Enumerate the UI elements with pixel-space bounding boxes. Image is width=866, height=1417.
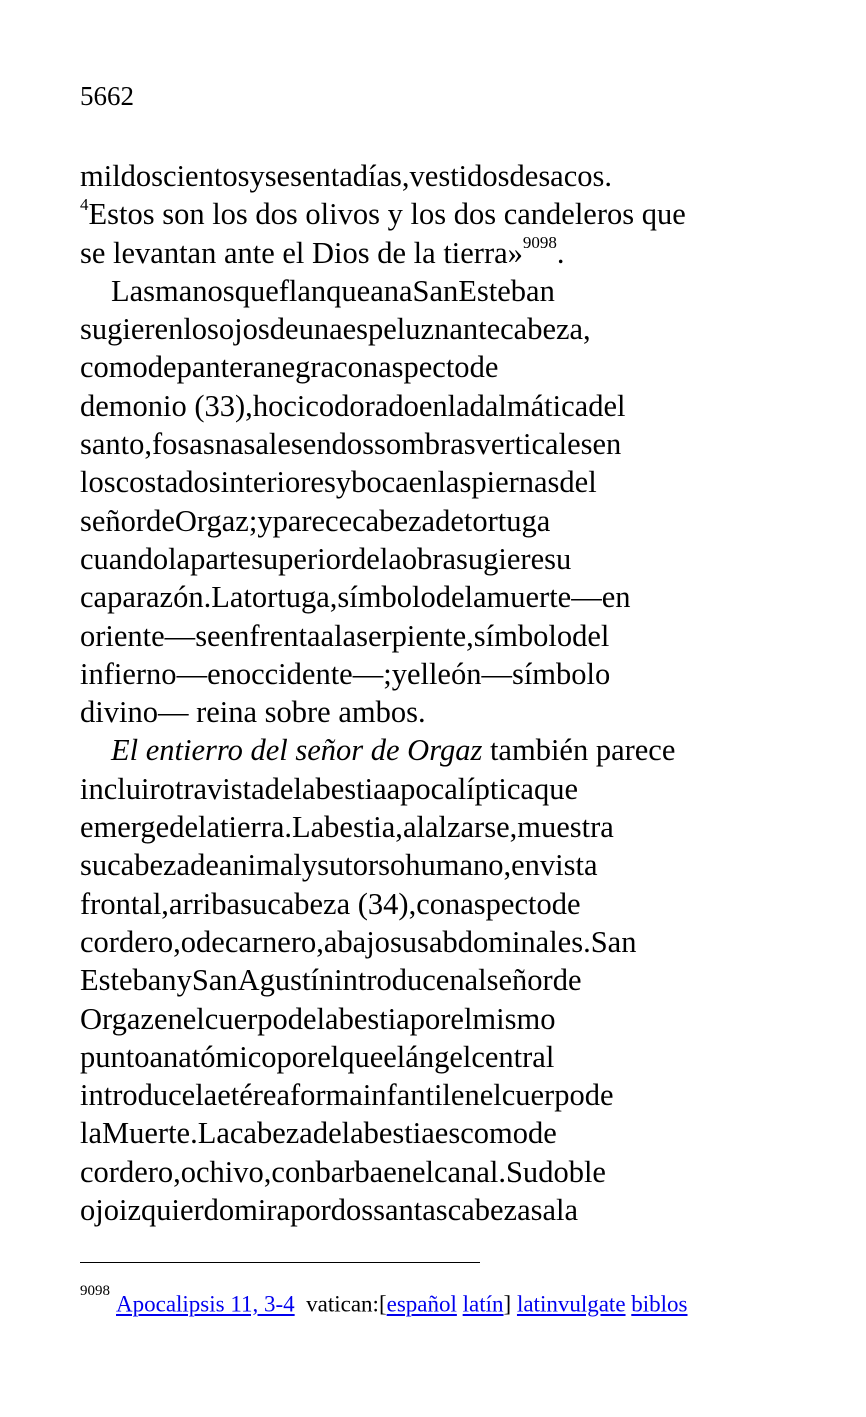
word: izquierdo (118, 1193, 235, 1228)
word: una (298, 312, 343, 347)
page-number: 5662 (80, 81, 134, 111)
word: de (584, 1078, 614, 1113)
word: bestia (315, 771, 387, 806)
word: cabeza (352, 503, 436, 538)
word: con (416, 886, 461, 921)
word: santo, (80, 427, 153, 462)
word: ojo (80, 1193, 119, 1228)
word: por (409, 1001, 451, 1036)
word: señor (486, 963, 553, 998)
word: en (302, 427, 332, 462)
word: torso (344, 848, 406, 883)
word: cuando (80, 541, 169, 576)
word: costados (115, 465, 221, 500)
word: parece (272, 503, 353, 538)
word: símbolo (337, 580, 436, 615)
word: o (180, 924, 197, 959)
word: anatómico (149, 1039, 277, 1074)
word: es (434, 1116, 461, 1151)
word: cabeza (34), (267, 886, 417, 921)
word: cuerpo (501, 1078, 585, 1113)
word: de (469, 350, 499, 385)
word: el (406, 656, 429, 691)
word: la (293, 771, 316, 806)
word: otra (159, 771, 208, 806)
word: nasales (214, 427, 303, 462)
text-line (80, 693, 748, 731)
word: en (511, 848, 540, 883)
word: y (257, 503, 273, 538)
word: cabeza (107, 848, 191, 883)
word: en (153, 1001, 183, 1036)
word: sombras (373, 427, 476, 462)
word: infierno (80, 656, 177, 691)
word: de (435, 580, 465, 615)
word: en (383, 1154, 412, 1189)
word: o (180, 1154, 197, 1189)
footnote-vatican-label: vatican:[ (306, 1291, 387, 1317)
text-line (80, 425, 748, 463)
text-line (80, 1191, 748, 1229)
word: canal. (434, 1154, 506, 1189)
word: dos (331, 427, 374, 462)
word: infantil (362, 1078, 451, 1113)
word: hocico (252, 388, 335, 423)
footnote-link-latin[interactable]: latín (462, 1291, 504, 1317)
word: su (317, 848, 345, 883)
word: de (146, 503, 175, 538)
text-line (80, 1000, 748, 1038)
word: superior (251, 541, 352, 576)
text-line (80, 1153, 748, 1191)
text-line (80, 885, 748, 923)
word: como (80, 350, 148, 385)
word: de (312, 1116, 342, 1151)
footnote-reference[interactable]: 9098 (522, 233, 557, 253)
word: La (211, 580, 244, 615)
word: que (339, 1039, 384, 1074)
word: ángel (405, 1039, 472, 1074)
word: de (147, 350, 177, 385)
word: arriba (168, 886, 241, 921)
word: de (264, 771, 294, 806)
word: emerge (80, 810, 170, 845)
body-text (80, 157, 748, 1229)
text-line (80, 655, 748, 693)
word: al (402, 810, 425, 845)
word: el (411, 1154, 434, 1189)
word: serpiente, (356, 618, 474, 653)
word: aspecto (460, 886, 552, 921)
line-text: se levantan ante el Dios de la tierra» (80, 235, 523, 270)
word: doscientos (120, 159, 250, 193)
word: sugiere (456, 541, 545, 576)
word: en (450, 1078, 480, 1113)
word: sus (389, 924, 429, 959)
word: vista (207, 771, 265, 806)
text-line (80, 502, 748, 540)
text-line (80, 1038, 748, 1076)
word: boca (351, 465, 409, 500)
word: de (269, 312, 299, 347)
word: su (80, 848, 108, 883)
word: Las (111, 273, 156, 308)
footnote-bracket-close: ] (503, 1291, 512, 1317)
word: de (196, 924, 225, 959)
word: tortuga, (243, 580, 338, 615)
word: incluir (80, 771, 160, 806)
word: abajo (323, 924, 390, 959)
word: y (249, 159, 265, 193)
word: central (471, 1039, 555, 1074)
line-text: divino— reina sobre ambos. (80, 695, 426, 730)
word: —en (176, 656, 236, 691)
word: cuerpo (204, 1001, 288, 1036)
footnote-link-latinvulgate[interactable]: latinvulgate (516, 1291, 626, 1317)
word: la (464, 580, 487, 615)
word: occidente—; (235, 656, 392, 691)
text-line (80, 463, 748, 501)
word: chivo, (196, 1154, 272, 1189)
word: obra (401, 541, 457, 576)
word: en (592, 427, 622, 462)
word: aspecto (378, 350, 470, 385)
word: punto (80, 1039, 150, 1074)
word: como (460, 1116, 528, 1151)
text-line (80, 195, 748, 233)
word: en (408, 465, 438, 500)
word: tortuga (463, 503, 551, 538)
word: bestia, (324, 810, 403, 845)
word: la (341, 1116, 364, 1151)
word: sacos. (538, 159, 613, 193)
line-text: también parece (482, 733, 676, 768)
word: apocalíptica (386, 771, 534, 806)
word: espeluznante (342, 312, 501, 347)
word: que (234, 273, 279, 308)
word: su (240, 886, 268, 921)
word: de (509, 159, 539, 193)
verse-number: 4 (80, 195, 89, 215)
word: a (542, 1193, 557, 1228)
word: sesenta (264, 159, 353, 193)
word: de (190, 848, 219, 883)
text-line (80, 1114, 748, 1152)
word: San (412, 273, 459, 308)
text-line (80, 846, 748, 884)
text-line (80, 578, 748, 616)
word: doble (538, 1154, 606, 1189)
word: de (435, 503, 464, 538)
word: vista (539, 848, 598, 883)
word: ojos (218, 312, 270, 347)
word: la (80, 1116, 103, 1151)
word: bestia (363, 1116, 435, 1151)
word: barba (315, 1154, 384, 1189)
text-line (80, 272, 748, 310)
word: bestia (338, 1001, 410, 1036)
word: el (450, 1001, 473, 1036)
text-line (80, 923, 748, 961)
word: dos (330, 1193, 374, 1228)
line-text: Estos son los dos olivos y los dos candeleros que (88, 197, 686, 232)
text-line (80, 540, 748, 578)
text-line (80, 234, 748, 272)
word: y (301, 848, 318, 883)
word: Agustín (237, 963, 335, 998)
word: etérea (217, 1078, 290, 1113)
word: interiores (220, 465, 336, 500)
word: a (320, 618, 335, 653)
word: animal (218, 848, 302, 883)
word: humano, (405, 848, 512, 883)
word: —en (571, 580, 631, 615)
word: con (334, 350, 379, 385)
word: el (182, 1001, 205, 1036)
word: por (290, 1193, 331, 1228)
word: introduce (80, 1078, 196, 1113)
word: vestidos (409, 159, 510, 193)
word: Esteban (80, 963, 177, 998)
word: y (176, 963, 192, 998)
word: flanquean (278, 273, 399, 308)
word: al (464, 963, 487, 998)
word: los (183, 312, 219, 347)
footnote (80, 1284, 780, 1320)
word: muestra (517, 810, 614, 845)
word: señor (80, 503, 147, 538)
word: su (544, 541, 572, 576)
line-text-end: . (556, 235, 565, 270)
word: león (428, 656, 482, 691)
word: la (556, 1193, 579, 1228)
word: cabeza (229, 1116, 313, 1151)
word: dorado (334, 388, 419, 423)
word: muerte (486, 580, 572, 615)
word: Orgaz (80, 1001, 154, 1036)
word: y (391, 656, 407, 691)
word: los (80, 465, 116, 500)
word: forma (289, 1078, 363, 1113)
word: sugieren (80, 312, 184, 347)
text-line (80, 1076, 748, 1114)
word: frontal, (80, 886, 169, 921)
word: cordero, (80, 1154, 181, 1189)
word: por (276, 1039, 318, 1074)
word: negra (266, 350, 335, 385)
text-line (80, 808, 748, 846)
word: cordero, (80, 924, 181, 959)
word: del (559, 465, 597, 500)
word: Orgaz; (174, 503, 258, 538)
italic-title: El entierro del señor de Orgaz (111, 733, 483, 768)
word: cabezas (447, 1193, 543, 1228)
text-line (80, 310, 748, 348)
footnote-divider (80, 1262, 480, 1263)
word: verticales (475, 427, 593, 462)
word: a (398, 273, 413, 308)
word: del (588, 388, 626, 423)
word: de (351, 541, 380, 576)
word: —símbolo (481, 656, 611, 691)
word: pantera (176, 350, 267, 385)
word: parte (190, 541, 252, 576)
word: La (197, 1116, 230, 1151)
word: la (316, 1001, 339, 1036)
word: fosas (152, 427, 215, 462)
word: oriente— (80, 618, 196, 653)
word: y (335, 465, 352, 500)
text-line (80, 348, 748, 386)
footnote-link-apocalipsis[interactable]: Apocalipsis 11, 3-4 (116, 1291, 295, 1317)
word: santas (373, 1193, 448, 1228)
word: de (169, 810, 198, 845)
word: Esteban (458, 273, 555, 308)
word: manos (155, 273, 235, 308)
word: alzarse, (424, 810, 518, 845)
footnote-link-biblos[interactable]: biblos (631, 1291, 688, 1317)
footnote-number: 9098 (80, 1283, 110, 1299)
word: la (195, 1078, 218, 1113)
word: dalmática (469, 388, 589, 423)
word: la (168, 541, 191, 576)
word: las (437, 465, 472, 500)
text-line (80, 617, 748, 655)
word: San (191, 963, 238, 998)
word: piernas (471, 465, 560, 500)
word: introducen (334, 963, 465, 998)
word: el (383, 1039, 406, 1074)
word: la (198, 810, 221, 845)
word: Muerte. (102, 1116, 198, 1151)
word: caparazón. (80, 580, 212, 615)
word: mil (80, 159, 121, 193)
word: de (552, 963, 582, 998)
word: la (447, 388, 470, 423)
word: el (317, 1039, 340, 1074)
word: demonio (33), (80, 388, 253, 423)
word: mira (234, 1193, 291, 1228)
word: de (551, 886, 581, 921)
word: de (527, 1116, 557, 1151)
text-line (80, 961, 748, 999)
word: días, (352, 159, 410, 193)
word: con (271, 1154, 316, 1189)
text-line (80, 731, 748, 769)
text-line (80, 770, 748, 808)
footnote-link-espanol[interactable]: español (386, 1291, 457, 1317)
word: carnero, (224, 924, 324, 959)
word: enfrenta (220, 618, 321, 653)
word: tierra. (220, 810, 292, 845)
word: Su (505, 1154, 539, 1189)
word: cabeza, (500, 312, 591, 347)
word: símbolo (473, 618, 573, 653)
word: la (334, 618, 357, 653)
text-line (80, 387, 748, 425)
word: La (291, 810, 325, 845)
word: abdominales. (428, 924, 591, 959)
word: en (418, 388, 448, 423)
word: se (195, 618, 221, 653)
word: el (479, 1078, 502, 1113)
word: San (590, 924, 637, 959)
word: mismo (472, 1001, 556, 1036)
text-line (80, 157, 748, 195)
word: de (287, 1001, 317, 1036)
word: la (379, 541, 402, 576)
word: del (572, 618, 610, 653)
word: que (533, 771, 579, 806)
